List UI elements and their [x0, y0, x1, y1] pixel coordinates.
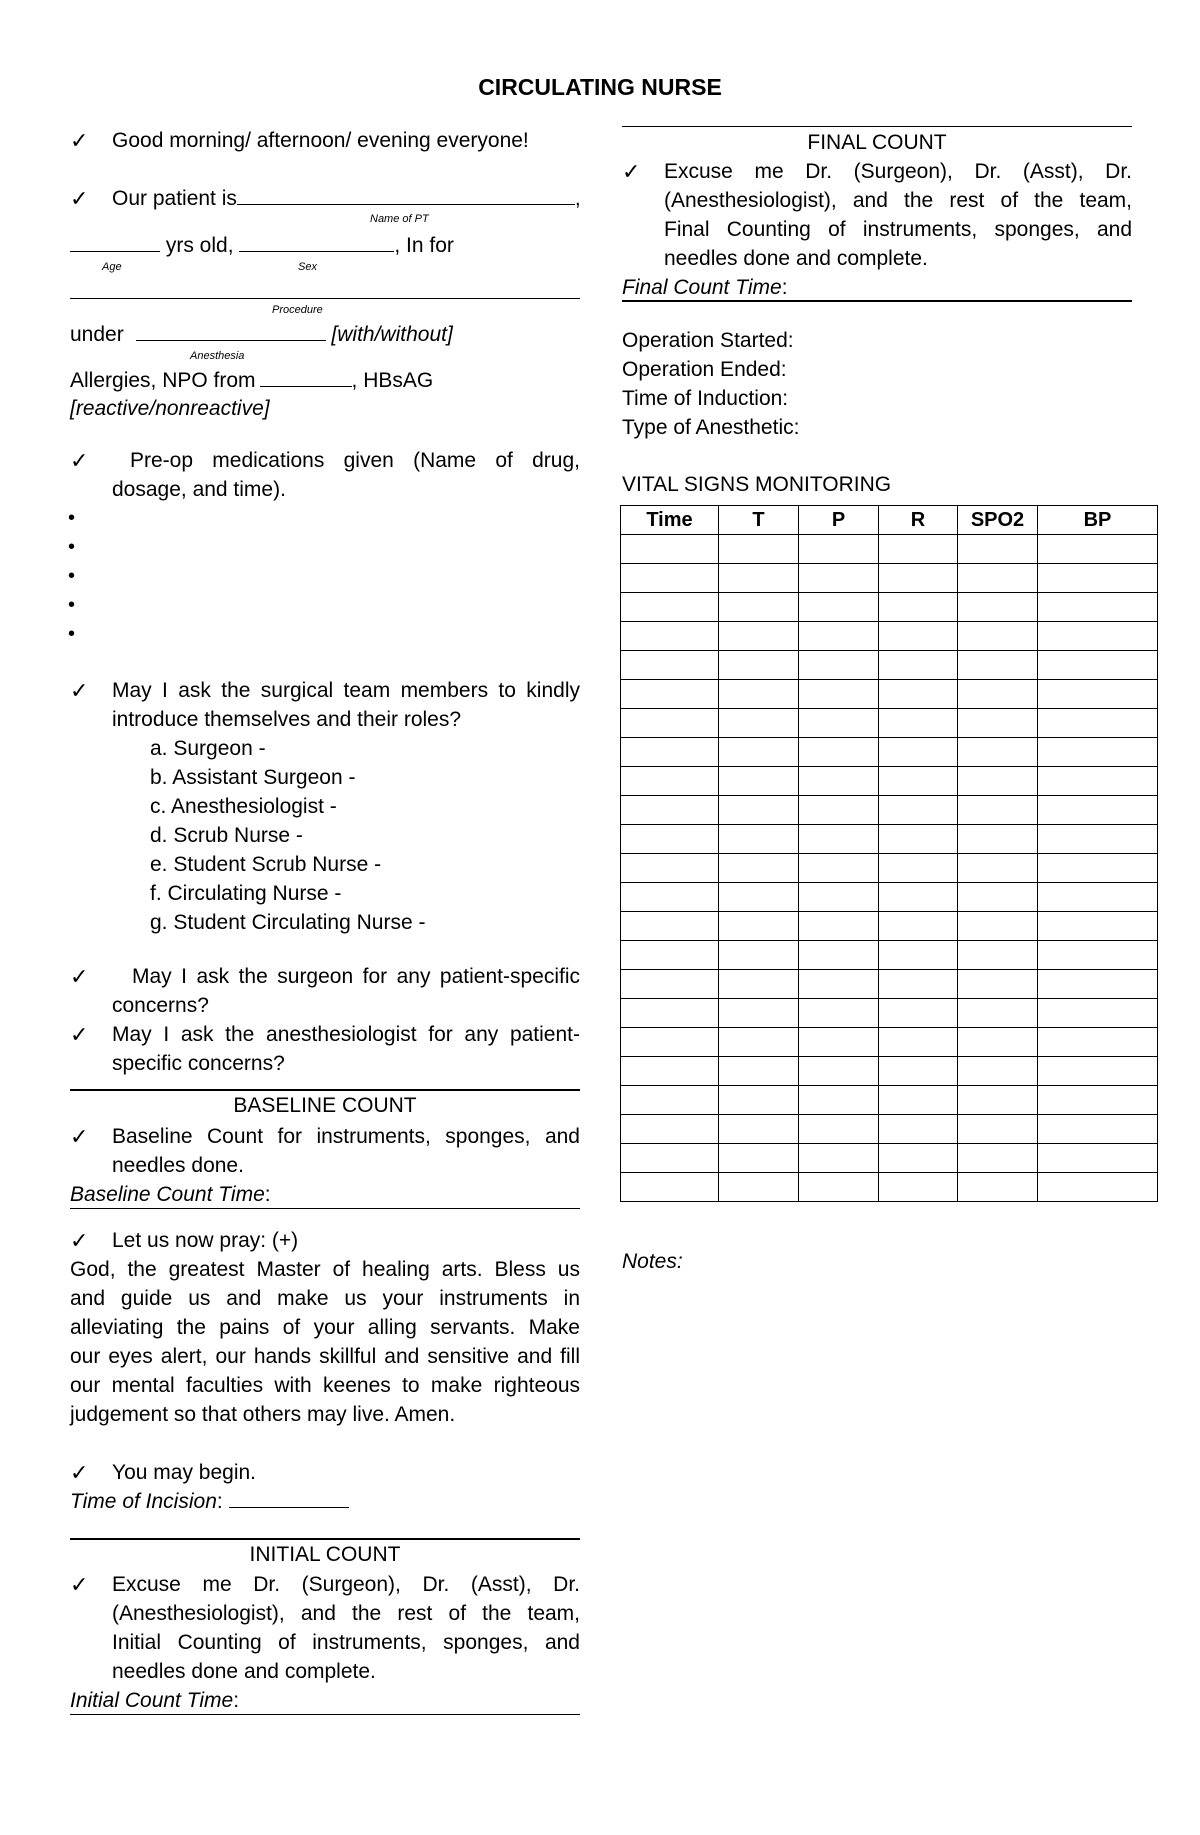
- vital-cell[interactable]: [799, 622, 879, 651]
- table-row: [621, 1115, 1158, 1144]
- vital-cell[interactable]: [958, 593, 1038, 622]
- final-line-4: needles done and complete.: [664, 247, 928, 270]
- col-spo2: SPO2: [958, 506, 1038, 535]
- vital-cell[interactable]: [799, 970, 879, 999]
- vital-cell[interactable]: [879, 825, 958, 854]
- prayer-line-4: our eyes alert, our hands skillful and sensitive and fill: [70, 1345, 580, 1368]
- check-icon: ✓: [70, 1022, 89, 1047]
- vital-cell[interactable]: [1038, 1028, 1158, 1057]
- initial-time-blank[interactable]: [70, 1714, 580, 1715]
- final-time-blank[interactable]: [622, 300, 1132, 302]
- table-row: [621, 796, 1158, 825]
- age-label: Age: [102, 261, 122, 273]
- vital-cell[interactable]: [799, 1028, 879, 1057]
- vital-cell[interactable]: [958, 941, 1038, 970]
- check-icon: ✓: [70, 128, 89, 153]
- vital-cell[interactable]: [621, 767, 719, 796]
- vital-cell[interactable]: [1038, 1173, 1158, 1202]
- vital-cell[interactable]: [958, 796, 1038, 825]
- patient-age-sex-line: [70, 231, 454, 260]
- vital-cell[interactable]: [719, 564, 799, 593]
- vital-cell[interactable]: [621, 854, 719, 883]
- baseline-time-line: [70, 1180, 271, 1209]
- allergies-text: Allergies, NPO from: [70, 369, 256, 392]
- table-row: [621, 1028, 1158, 1057]
- vital-cell[interactable]: [799, 1144, 879, 1173]
- med-bullet-1[interactable]: •: [68, 507, 76, 529]
- colon-text: :: [233, 1689, 240, 1712]
- team-line1: May I ask the surgical team members to kindly: [112, 679, 580, 702]
- final-line-3: Final Counting of instruments, sponges, and: [664, 218, 1132, 241]
- vital-cell[interactable]: [879, 1057, 958, 1086]
- sex-blank[interactable]: [239, 231, 394, 252]
- vital-cell[interactable]: [799, 796, 879, 825]
- table-row: [621, 970, 1158, 999]
- vital-cell[interactable]: [879, 796, 958, 825]
- greeting-text: Good morning/ afternoon/ evening everyone!: [112, 129, 529, 152]
- vital-cell[interactable]: [621, 941, 719, 970]
- vital-cell[interactable]: [799, 564, 879, 593]
- role-surgeon: a. Surgeon -: [150, 737, 266, 760]
- vital-cell[interactable]: [719, 767, 799, 796]
- hbsag-text: , HBsAG: [351, 369, 434, 392]
- prayer-line-5: our mental faculties with keenes to make righteous: [70, 1374, 580, 1397]
- final-time-line: [622, 273, 788, 302]
- table-row: [621, 1086, 1158, 1115]
- surgeon-concerns-line1: May I ask the surgeon for any patient-specific: [132, 965, 580, 988]
- prayer-line-6: judgement so that others may live. Amen.: [70, 1403, 456, 1426]
- vital-cell[interactable]: [879, 883, 958, 912]
- vital-cell[interactable]: [719, 854, 799, 883]
- col-time: Time: [621, 506, 719, 535]
- anesthesia-label: Anesthesia: [190, 350, 245, 362]
- vital-cell[interactable]: [958, 680, 1038, 709]
- operation-started: Operation Started:: [622, 329, 794, 352]
- vital-cell[interactable]: [799, 825, 879, 854]
- vital-cell[interactable]: [958, 738, 1038, 767]
- vital-cell[interactable]: [799, 593, 879, 622]
- vital-cell[interactable]: [1038, 651, 1158, 680]
- table-row: [621, 738, 1158, 767]
- vital-cell[interactable]: [879, 1115, 958, 1144]
- page-title: CIRCULATING NURSE: [478, 74, 722, 100]
- vital-cell[interactable]: [621, 535, 719, 564]
- vital-cell[interactable]: [621, 883, 719, 912]
- vital-cell[interactable]: [621, 999, 719, 1028]
- vital-cell[interactable]: [958, 1057, 1038, 1086]
- table-row: [621, 999, 1158, 1028]
- vital-cell[interactable]: [1038, 738, 1158, 767]
- vital-cell[interactable]: [799, 1086, 879, 1115]
- vital-cell[interactable]: [879, 1086, 958, 1115]
- vital-cell[interactable]: [719, 709, 799, 738]
- col-t: T: [719, 506, 799, 535]
- check-icon: ✓: [70, 1460, 89, 1485]
- vital-cell[interactable]: [719, 999, 799, 1028]
- anesthesia-line: [70, 320, 453, 349]
- vital-cell[interactable]: [1038, 593, 1158, 622]
- vital-cell[interactable]: [799, 680, 879, 709]
- vital-cell[interactable]: [879, 1173, 958, 1202]
- anes-concerns-line2: specific concerns?: [112, 1052, 285, 1075]
- vital-cell[interactable]: [1038, 564, 1158, 593]
- check-icon: ✓: [70, 1228, 89, 1253]
- vital-cell[interactable]: [719, 796, 799, 825]
- table-row: [621, 941, 1158, 970]
- anes-concerns-line1: May I ask the anesthesiologist for any patient-: [112, 1023, 580, 1046]
- vital-signs-heading: VITAL SIGNS MONITORING: [622, 473, 892, 496]
- vital-cell[interactable]: [958, 1086, 1038, 1115]
- vital-cell[interactable]: [879, 767, 958, 796]
- vital-cell[interactable]: [1038, 970, 1158, 999]
- final-time-label: Final Count Time: [622, 276, 782, 299]
- vital-cell[interactable]: [958, 1144, 1038, 1173]
- table-row: [621, 883, 1158, 912]
- anesthesia-blank[interactable]: [136, 320, 326, 341]
- colon-text: :: [216, 1490, 223, 1513]
- vital-cell[interactable]: [799, 767, 879, 796]
- vital-cell[interactable]: [719, 825, 799, 854]
- comma-text: ,: [574, 187, 581, 210]
- baseline-heading: BASELINE COUNT: [233, 1094, 417, 1117]
- table-row: [621, 854, 1158, 883]
- vital-cell[interactable]: [719, 1173, 799, 1202]
- final-heading: FINAL COUNT: [807, 131, 947, 154]
- incision-time-line: [70, 1487, 349, 1516]
- vital-cell[interactable]: [1038, 535, 1158, 564]
- table-row: [621, 535, 1158, 564]
- baseline-time-blank[interactable]: [70, 1208, 580, 1209]
- vital-cell[interactable]: [1038, 767, 1158, 796]
- med-bullet-3[interactable]: •: [68, 565, 76, 587]
- table-row: [621, 680, 1158, 709]
- initial-line-2: (Anesthesiologist), and the rest of the team,: [112, 1602, 580, 1625]
- vital-cell[interactable]: [958, 767, 1038, 796]
- vital-cell[interactable]: [958, 825, 1038, 854]
- vital-cell[interactable]: [958, 912, 1038, 941]
- vital-cell[interactable]: [958, 564, 1038, 593]
- vital-cell[interactable]: [719, 970, 799, 999]
- incision-time-label: Time of Incision: [70, 1490, 217, 1513]
- vital-cell[interactable]: [958, 1173, 1038, 1202]
- under-text: under: [70, 323, 124, 346]
- final-top-rule: [622, 126, 1132, 127]
- role-student-scrub-nurse: e. Student Scrub Nurse -: [150, 853, 382, 876]
- name-of-pt-label: Name of PT: [370, 213, 429, 225]
- vital-cell[interactable]: [958, 1028, 1038, 1057]
- incision-time-blank[interactable]: [229, 1487, 349, 1508]
- prayer-intro: Let us now pray: (+): [112, 1229, 299, 1252]
- vital-cell[interactable]: [719, 883, 799, 912]
- patient-intro-line: [112, 184, 581, 213]
- vital-cell[interactable]: [621, 738, 719, 767]
- vital-signs-header-row: [621, 506, 1158, 535]
- vital-cell[interactable]: [719, 738, 799, 767]
- initial-line-1: Excuse me Dr. (Surgeon), Dr. (Asst), Dr.: [112, 1573, 580, 1596]
- vital-cell[interactable]: [799, 1115, 879, 1144]
- vital-cell[interactable]: [958, 535, 1038, 564]
- team-line2: introduce themselves and their roles?: [112, 708, 462, 731]
- initial-time-label: Initial Count Time: [70, 1689, 234, 1712]
- prayer-line-3: alleviating the pains of your alling servants. Make: [70, 1316, 580, 1339]
- vital-cell[interactable]: [799, 738, 879, 767]
- table-row: [621, 622, 1158, 651]
- vital-cell[interactable]: [879, 941, 958, 970]
- vital-cell[interactable]: [958, 883, 1038, 912]
- vital-cell[interactable]: [958, 854, 1038, 883]
- final-line-1: Excuse me Dr. (Surgeon), Dr. (Asst), Dr.: [664, 160, 1132, 183]
- vital-cell[interactable]: [799, 1173, 879, 1202]
- vital-cell[interactable]: [621, 1144, 719, 1173]
- preop-line2: dosage, and time).: [112, 478, 286, 501]
- vital-cell[interactable]: [1038, 622, 1158, 651]
- table-row: [621, 651, 1158, 680]
- vital-cell[interactable]: [719, 1086, 799, 1115]
- vital-signs-table: [620, 505, 1158, 1202]
- initial-line-4: needles done and complete.: [112, 1660, 376, 1683]
- check-icon: ✓: [70, 1572, 89, 1597]
- check-icon: ✓: [70, 964, 89, 989]
- vital-cell[interactable]: [621, 564, 719, 593]
- notes-label: Notes:: [622, 1250, 683, 1273]
- final-line-2: (Anesthesiologist), and the rest of the team,: [664, 189, 1132, 212]
- vital-cell[interactable]: [879, 680, 958, 709]
- table-row: [621, 825, 1158, 854]
- prayer-line-1: God, the greatest Master of healing arts. Bless us: [70, 1258, 580, 1281]
- vital-cell[interactable]: [879, 999, 958, 1028]
- vital-cell[interactable]: [799, 854, 879, 883]
- vital-cell[interactable]: [621, 1086, 719, 1115]
- vital-cell[interactable]: [621, 1115, 719, 1144]
- table-row: [621, 1173, 1158, 1202]
- vital-cell[interactable]: [719, 1028, 799, 1057]
- vital-cell[interactable]: [719, 651, 799, 680]
- vital-cell[interactable]: [799, 941, 879, 970]
- time-of-induction: Time of Induction:: [622, 387, 789, 410]
- vital-cell[interactable]: [1038, 1144, 1158, 1173]
- vital-cell[interactable]: [621, 1057, 719, 1086]
- vital-cell[interactable]: [621, 970, 719, 999]
- med-bullet-5[interactable]: •: [68, 623, 76, 645]
- vital-cell[interactable]: [958, 970, 1038, 999]
- vital-cell[interactable]: [879, 738, 958, 767]
- table-row: [621, 593, 1158, 622]
- vital-cell[interactable]: [621, 1028, 719, 1057]
- vital-cell[interactable]: [1038, 825, 1158, 854]
- table-row: [621, 1057, 1158, 1086]
- check-icon: ✓: [70, 448, 89, 473]
- vital-cell[interactable]: [879, 622, 958, 651]
- vital-cell[interactable]: [799, 1057, 879, 1086]
- vital-cell[interactable]: [621, 680, 719, 709]
- vital-cell[interactable]: [879, 1144, 958, 1173]
- vital-cell[interactable]: [1038, 709, 1158, 738]
- vital-cell[interactable]: [1038, 680, 1158, 709]
- preop-line1: Pre-op medications given (Name of drug,: [130, 449, 580, 472]
- yrs-old-text: yrs old,: [165, 234, 234, 257]
- table-row: [621, 709, 1158, 738]
- check-icon: ✓: [70, 678, 89, 703]
- procedure-blank-line[interactable]: [70, 298, 580, 299]
- role-anesthesiologist: c. Anesthesiologist -: [150, 795, 337, 818]
- vital-cell[interactable]: [621, 651, 719, 680]
- check-icon: ✓: [70, 1124, 89, 1149]
- vital-cell[interactable]: [621, 912, 719, 941]
- vital-cell[interactable]: [1038, 854, 1158, 883]
- vital-cell[interactable]: [719, 593, 799, 622]
- reactive-text: [reactive/nonreactive]: [70, 397, 270, 420]
- vital-cell[interactable]: [879, 593, 958, 622]
- vital-cell[interactable]: [1038, 1115, 1158, 1144]
- vital-cell[interactable]: [621, 1173, 719, 1202]
- surgeon-concerns-line2: concerns?: [112, 994, 209, 1017]
- col-p: P: [799, 506, 879, 535]
- table-row: [621, 767, 1158, 796]
- colon-text: :: [264, 1183, 271, 1206]
- patient-name-blank[interactable]: [237, 184, 575, 205]
- vital-cell[interactable]: [879, 970, 958, 999]
- vital-cell[interactable]: [719, 1115, 799, 1144]
- vital-cell[interactable]: [879, 1028, 958, 1057]
- vital-cell[interactable]: [719, 1144, 799, 1173]
- vital-cell[interactable]: [621, 709, 719, 738]
- age-blank[interactable]: [70, 231, 160, 252]
- initial-time-line: [70, 1686, 239, 1715]
- sex-label: Sex: [298, 261, 317, 273]
- table-row: [621, 1144, 1158, 1173]
- role-scrub-nurse: d. Scrub Nurse -: [150, 824, 303, 847]
- vital-cell[interactable]: [879, 564, 958, 593]
- vital-cell[interactable]: [958, 622, 1038, 651]
- vital-cell[interactable]: [719, 1057, 799, 1086]
- patient-intro-text: Our patient is: [112, 187, 237, 210]
- vital-cell[interactable]: [958, 651, 1038, 680]
- vital-cell[interactable]: [799, 912, 879, 941]
- vital-cell[interactable]: [958, 999, 1038, 1028]
- vital-cell[interactable]: [621, 796, 719, 825]
- vital-cell[interactable]: [799, 883, 879, 912]
- vital-cell[interactable]: [1038, 1057, 1158, 1086]
- vital-cell[interactable]: [719, 622, 799, 651]
- role-assistant-surgeon: b. Assistant Surgeon -: [150, 766, 356, 789]
- vital-cell[interactable]: [799, 999, 879, 1028]
- check-icon: ✓: [70, 186, 89, 211]
- col-bp: BP: [1038, 506, 1158, 535]
- vital-signs-body: [621, 535, 1158, 1202]
- allergies-line: [70, 366, 433, 395]
- prayer-line-2: and guide us and make us your instruments in: [70, 1287, 580, 1310]
- operation-ended: Operation Ended:: [622, 358, 787, 381]
- role-student-circulating-nurse: g. Student Circulating Nurse -: [150, 911, 426, 934]
- vital-cell[interactable]: [719, 912, 799, 941]
- vital-cell[interactable]: [799, 651, 879, 680]
- vital-cell[interactable]: [879, 854, 958, 883]
- vital-cell[interactable]: [1038, 1086, 1158, 1115]
- vital-cell[interactable]: [621, 593, 719, 622]
- vital-cell[interactable]: [879, 709, 958, 738]
- in-for-text: , In for: [394, 234, 454, 257]
- vital-cell[interactable]: [958, 1115, 1038, 1144]
- role-circulating-nurse: f. Circulating Nurse -: [150, 882, 342, 905]
- begin-text: You may begin.: [112, 1461, 256, 1484]
- vital-cell[interactable]: [879, 651, 958, 680]
- table-row: [621, 912, 1158, 941]
- type-of-anesthetic: Type of Anesthetic:: [622, 416, 800, 439]
- vital-cell[interactable]: [1038, 912, 1158, 941]
- vital-cell[interactable]: [719, 941, 799, 970]
- initial-line-3: Initial Counting of instruments, sponges, and: [112, 1631, 580, 1654]
- check-icon: ✓: [622, 159, 641, 184]
- vital-cell[interactable]: [799, 535, 879, 564]
- vital-cell[interactable]: [621, 622, 719, 651]
- with-without-text: [with/without]: [331, 323, 453, 346]
- vital-cell[interactable]: [1038, 941, 1158, 970]
- baseline-line2: needles done.: [112, 1154, 244, 1177]
- med-bullet-2[interactable]: •: [68, 536, 76, 558]
- vital-cell[interactable]: [879, 912, 958, 941]
- vital-cell[interactable]: [1038, 796, 1158, 825]
- npo-blank[interactable]: [260, 366, 352, 387]
- baseline-line1: Baseline Count for instruments, sponges, and: [112, 1125, 580, 1148]
- colon-text: :: [781, 276, 788, 299]
- baseline-time-label: Baseline Count Time: [70, 1183, 265, 1206]
- vital-cell[interactable]: [621, 825, 719, 854]
- initial-heading: INITIAL COUNT: [249, 1543, 401, 1566]
- vital-cell[interactable]: [1038, 883, 1158, 912]
- vital-cell[interactable]: [719, 535, 799, 564]
- vital-cell[interactable]: [719, 680, 799, 709]
- col-r: R: [879, 506, 958, 535]
- procedure-label: Procedure: [272, 304, 323, 316]
- med-bullet-4[interactable]: •: [68, 594, 76, 616]
- vital-cell[interactable]: [879, 535, 958, 564]
- table-row: [621, 564, 1158, 593]
- vital-cell[interactable]: [958, 709, 1038, 738]
- vital-cell[interactable]: [1038, 999, 1158, 1028]
- vital-cell[interactable]: [799, 709, 879, 738]
